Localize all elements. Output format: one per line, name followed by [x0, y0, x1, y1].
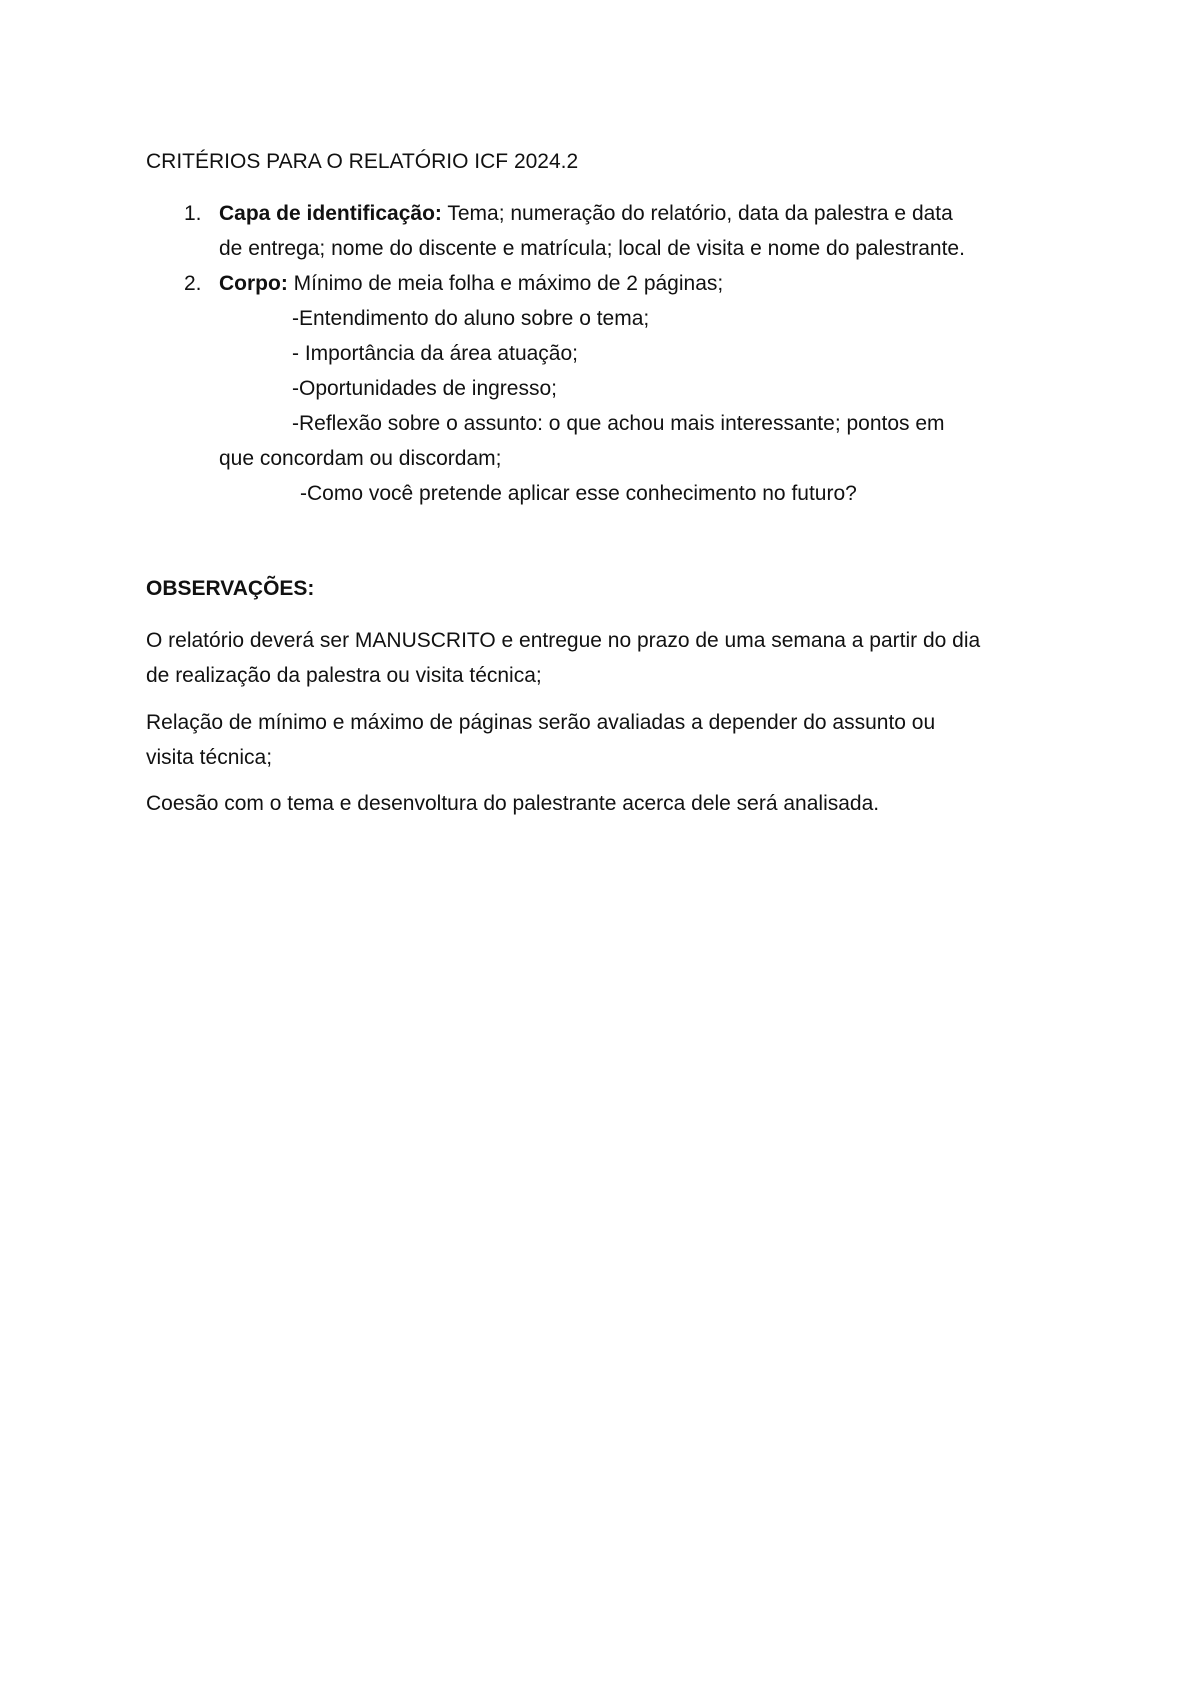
subitem-entendimento: -Entendimento do aluno sobre o tema;: [292, 307, 650, 330]
paragraph-line: Relação de mínimo e máximo de páginas serão avaliadas a depender do assunto ou: [146, 711, 936, 734]
criteria-line: [219, 196, 1076, 231]
paragraph-line: O relatório deverá ser MANUSCRITO e entregue no prazo de uma semana a partir do dia: [146, 629, 981, 652]
observation-paragraph-paginas: [146, 705, 1086, 775]
criteria-text: Mínimo de meia folha e máximo de 2 páginas;: [287, 272, 724, 295]
document-title: CRITÉRIOS PARA O RELATÓRIO ICF 2024.2: [146, 150, 579, 173]
criteria-text: Tema; numeração do relatório, data da palestra e data: [441, 202, 953, 225]
observation-paragraph-coesao: [146, 786, 1086, 821]
list-number: 2.: [184, 272, 202, 295]
subitem-reflexao: -Reflexão sobre o assunto: o que achou mais interessante; pontos em: [292, 412, 945, 435]
subitem-importancia: - Importância da área atuação;: [292, 342, 579, 365]
list-number: 1.: [184, 202, 202, 225]
criteria-item-capa: [146, 196, 1076, 266]
criteria-heading: Corpo:: [219, 272, 288, 295]
observations-heading: OBSERVAÇÕES:: [146, 577, 315, 600]
subitem-reflexao-continued: que concordam ou discordam;: [219, 447, 502, 470]
criteria-line: [219, 266, 1076, 301]
criteria-list: [146, 196, 1076, 511]
observation-paragraph-manuscrito: [146, 623, 1086, 693]
paragraph-line: de realização da palestra ou visita técnica;: [146, 664, 542, 687]
criteria-item-corpo: [146, 266, 1076, 511]
criteria-text-continued: de entrega; nome do discente e matrícula; local de visita e nome do palestrante.: [219, 237, 965, 260]
criteria-heading: Capa de identificação:: [219, 202, 442, 225]
subitem-oportunidades: -Oportunidades de ingresso;: [292, 377, 557, 400]
paragraph-line: visita técnica;: [146, 746, 273, 769]
corpo-subitems: [219, 301, 1076, 511]
paragraph-line: Coesão com o tema e desenvoltura do palestrante acerca dele será analisada.: [146, 792, 880, 815]
subitem-aplicacao: -Como você pretende aplicar esse conhecimento no futuro?: [300, 482, 857, 505]
